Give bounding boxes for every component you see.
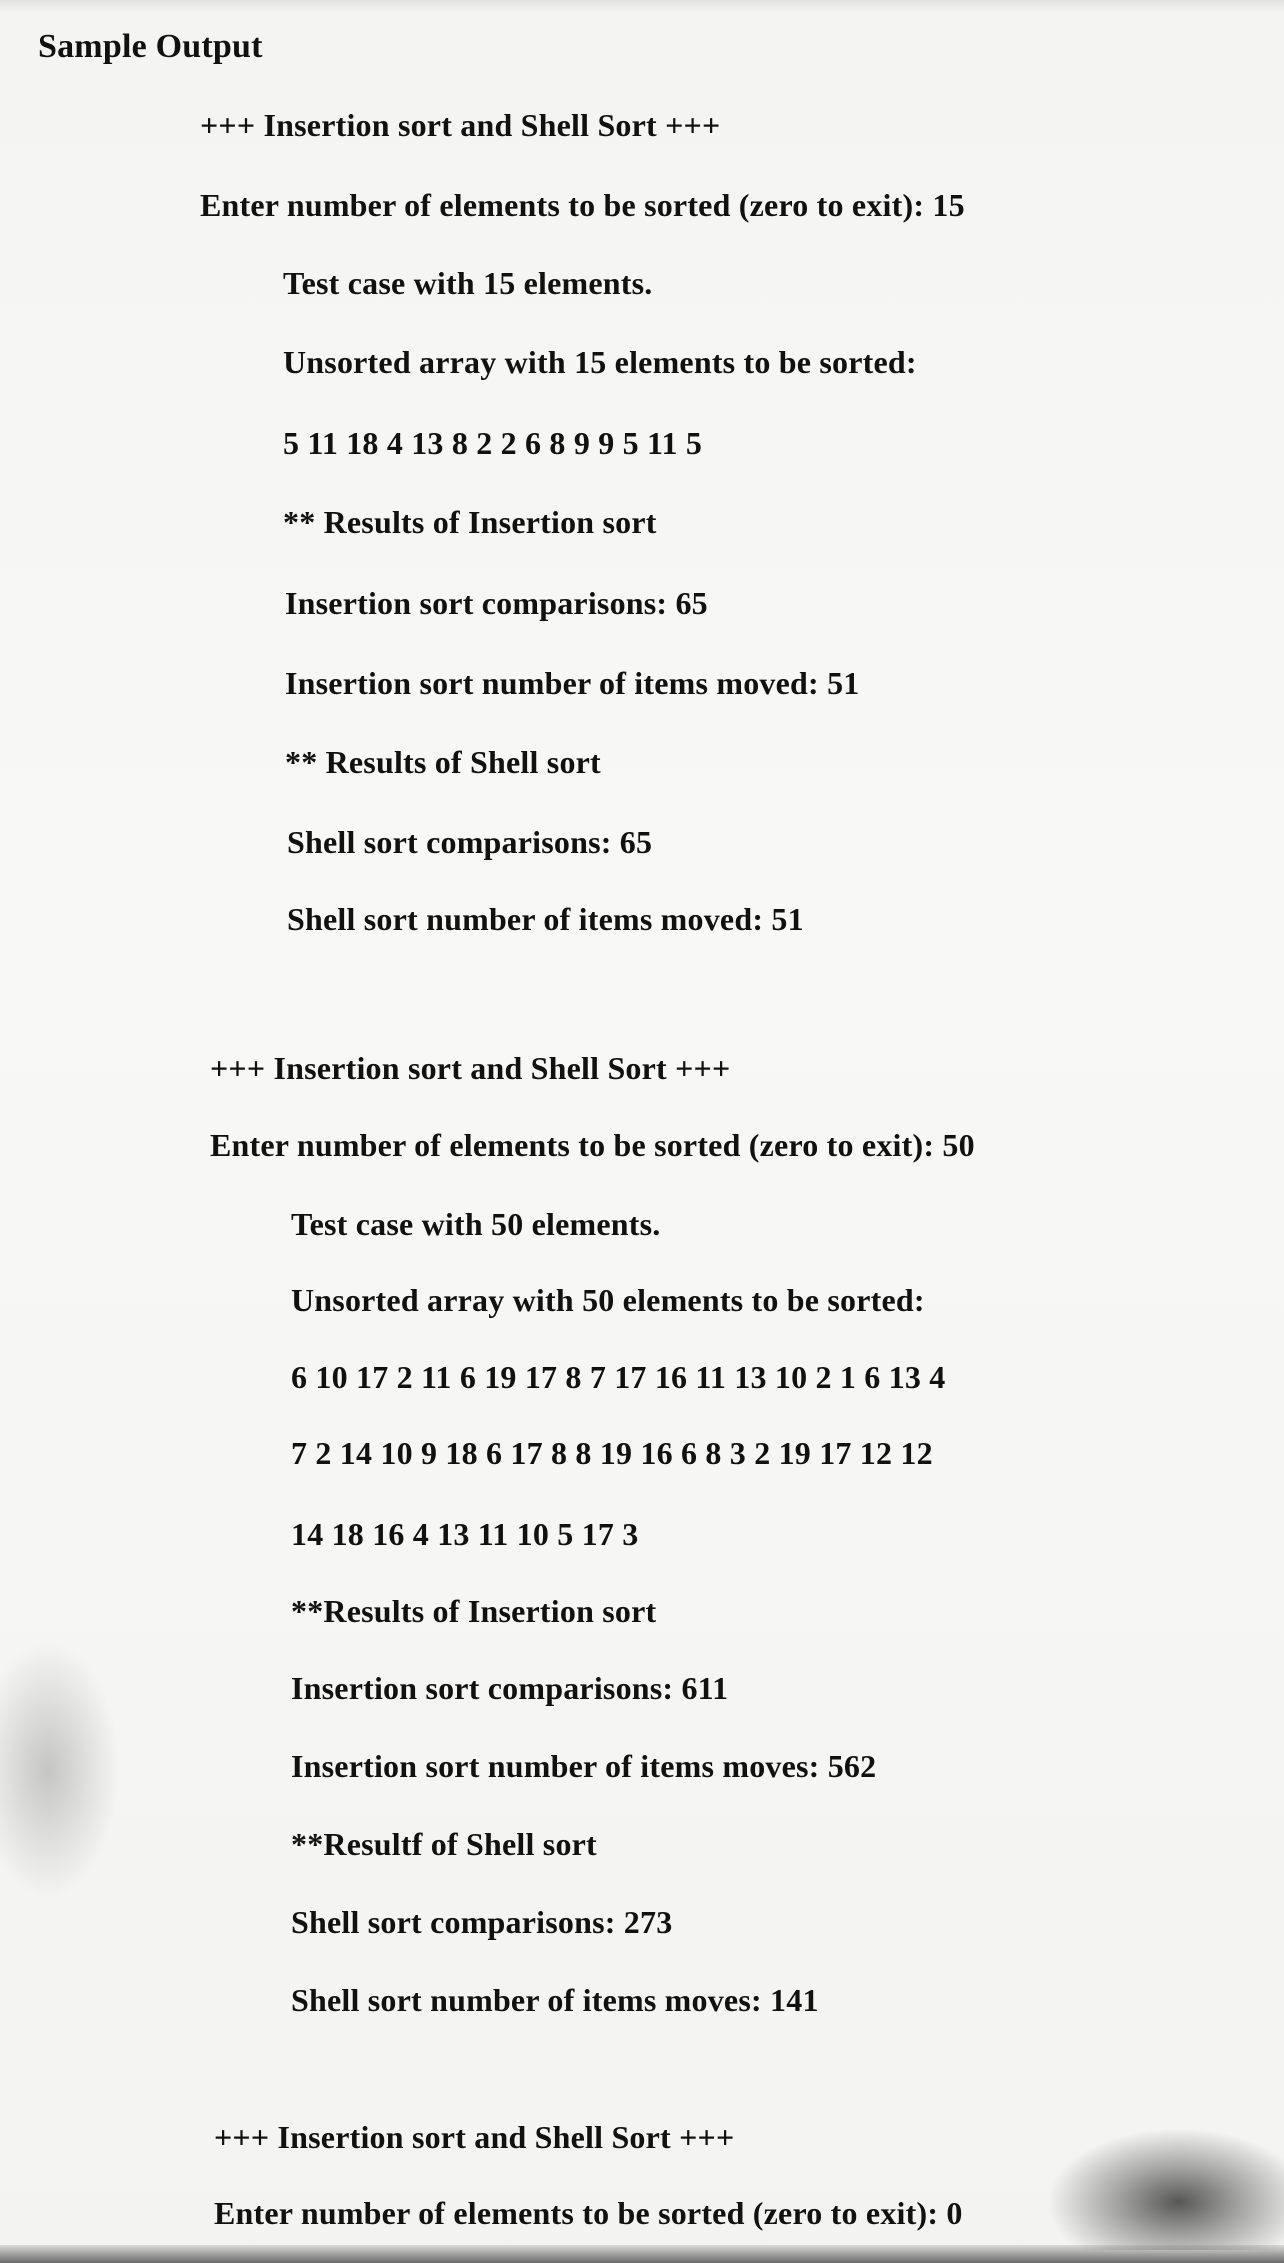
run2-test-case: Test case with 50 elements. bbox=[291, 1206, 661, 1242]
run2-array-line-3: 14 18 16 4 13 11 10 5 17 3 bbox=[291, 1516, 639, 1552]
run2-shell-moves: Shell sort number of items moves: 141 bbox=[291, 1982, 819, 2018]
run1-unsorted-heading: Unsorted array with 15 elements to be sorted: bbox=[283, 344, 917, 380]
run1-shell-comparisons: Shell sort comparisons: 65 bbox=[287, 824, 653, 860]
run2-array-line-1: 6 10 17 2 11 6 19 17 8 7 17 16 11 13 10 2 1 6 13 4 bbox=[291, 1359, 946, 1395]
run2-insertion-moves: Insertion sort number of items moves: 562 bbox=[291, 1748, 877, 1784]
page-top-edge bbox=[0, 0, 1284, 14]
document-title: Sample Output bbox=[38, 28, 263, 65]
run1-insertion-moves: Insertion sort number of items moved: 51 bbox=[285, 665, 860, 701]
run1-array-line: 5 11 18 4 13 8 2 2 6 8 9 9 5 11 5 bbox=[283, 425, 703, 461]
run2-banner: +++ Insertion sort and Shell Sort +++ bbox=[210, 1050, 731, 1086]
run2-prompt: Enter number of elements to be sorted (zero to exit): 50 bbox=[210, 1127, 975, 1163]
run2-shell-comparisons: Shell sort comparisons: 273 bbox=[291, 1904, 673, 1940]
run1-banner: +++ Insertion sort and Shell Sort +++ bbox=[200, 107, 721, 143]
run1-test-case: Test case with 15 elements. bbox=[283, 265, 653, 301]
run2-insertion-heading: **Results of Insertion sort bbox=[291, 1593, 657, 1629]
run1-shell-heading: ** Results of Shell sort bbox=[285, 744, 601, 780]
run3-prompt: Enter number of elements to be sorted (zero to exit): 0 bbox=[214, 2195, 963, 2231]
run2-shell-heading: **Resultf of Shell sort bbox=[291, 1826, 597, 1862]
scan-smudge-bottom-right bbox=[1050, 2130, 1284, 2250]
scan-smudge-left bbox=[0, 1640, 120, 1900]
run1-insertion-heading: ** Results of Insertion sort bbox=[283, 504, 657, 540]
run2-unsorted-heading: Unsorted array with 50 elements to be sorted: bbox=[291, 1282, 925, 1318]
run1-prompt: Enter number of elements to be sorted (zero to exit): 15 bbox=[200, 187, 965, 223]
run3-banner: +++ Insertion sort and Shell Sort +++ bbox=[214, 2119, 735, 2155]
run2-insertion-comparisons: Insertion sort comparisons: 611 bbox=[291, 1670, 729, 1706]
page-bottom-edge bbox=[0, 2245, 1284, 2263]
run1-insertion-comparisons: Insertion sort comparisons: 65 bbox=[285, 585, 708, 621]
run2-array-line-2: 7 2 14 10 9 18 6 17 8 8 19 16 6 8 3 2 19 17 12 12 bbox=[291, 1435, 933, 1471]
run1-shell-moves: Shell sort number of items moved: 51 bbox=[287, 901, 804, 937]
